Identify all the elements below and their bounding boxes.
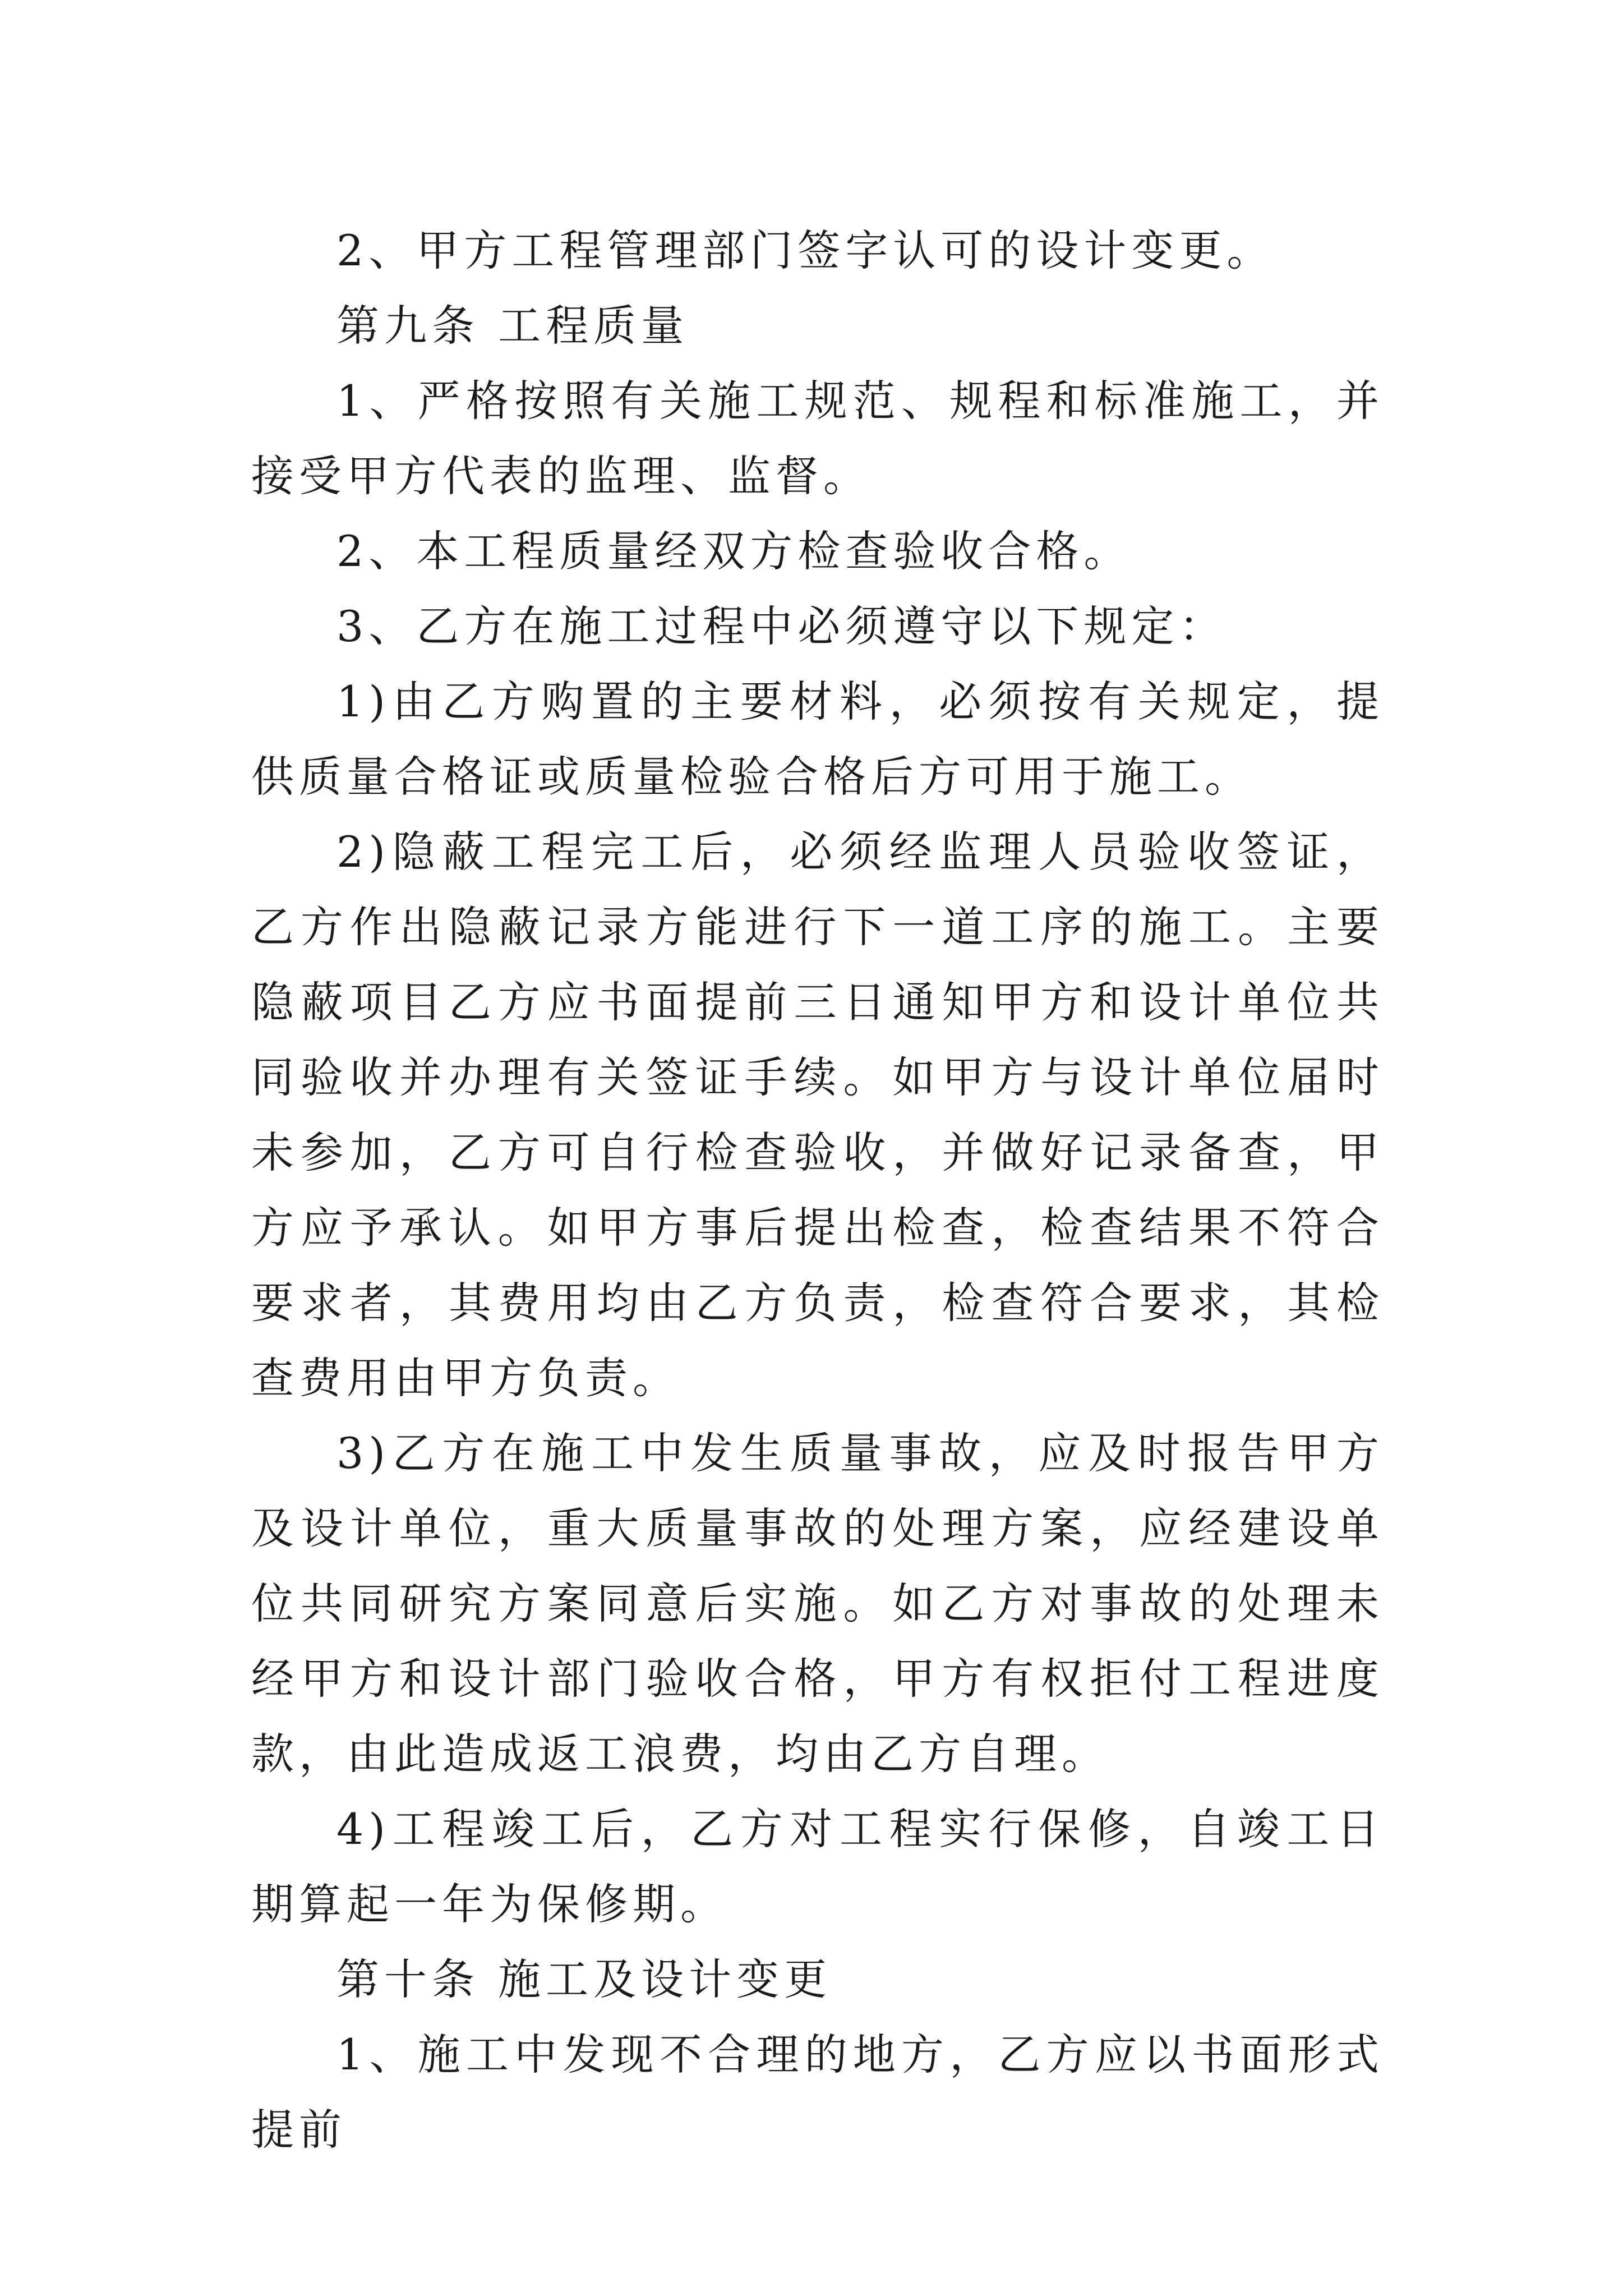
paragraph-rule-concealed-works: 2)隐蔽工程完工后，必须经监理人员验收签证，乙方作出隐蔽记录方能进行下一道工序的施工。主要隐蔽项目乙方应书面提前三日通知甲方和设计单位共同验收并办理有关签证手续。如甲方与设计单位届时未参加，乙方可自行检查验收，并做好记录备查，甲方应予承认。如甲方事后提出检查，检查结果不符合要求者，其费用均由乙方负责，检查符合要求，其检查费用由甲方负责。: [251, 827, 1384, 1403]
paragraph-rule-quality-accidents: 3)乙方在施工中发生质量事故，应及时报告甲方及设计单位，重大质量事故的处理方案，应经建设单位共同研究方案同意后实施。如乙方对事故的处理未经甲方和设计部门验收合格，甲方有权拒付工程进度款，由此造成返工浪费，均由乙方自理。: [251, 1428, 1384, 1779]
paragraph-quality-standards: 1、严格按照有关施工规范、规程和标准施工，并接受甲方代表的监理、监督。: [251, 376, 1384, 501]
paragraph-construction-rules: 3、乙方在施工过程中必须遵守以下规定：: [336, 601, 1227, 651]
heading-article-9-quality: 第九条 工程质量: [336, 301, 689, 351]
document-body: [251, 213, 1384, 2168]
paragraph-unreasonable-design: 1、施工中发现不合理的地方，乙方应以书面形式提前: [251, 2030, 1384, 2155]
paragraph-rule-materials: 1)由乙方购置的主要材料，必须按有关规定，提供质量合格证或质量检验合格后方可用于施工。: [251, 677, 1384, 802]
paragraph-quality-acceptance: 2、本工程质量经双方检查验收合格。: [336, 526, 1132, 576]
paragraph-rule-warranty: 4)工程竣工后，乙方对工程实行保修，自竣工日期算起一年为保修期。: [251, 1804, 1384, 1929]
paragraph-design-change-approval: 2、甲方工程管理部门签字认可的设计变更。: [336, 226, 1275, 275]
heading-article-10-changes: 第十条 施工及设计变更: [336, 1954, 832, 2004]
